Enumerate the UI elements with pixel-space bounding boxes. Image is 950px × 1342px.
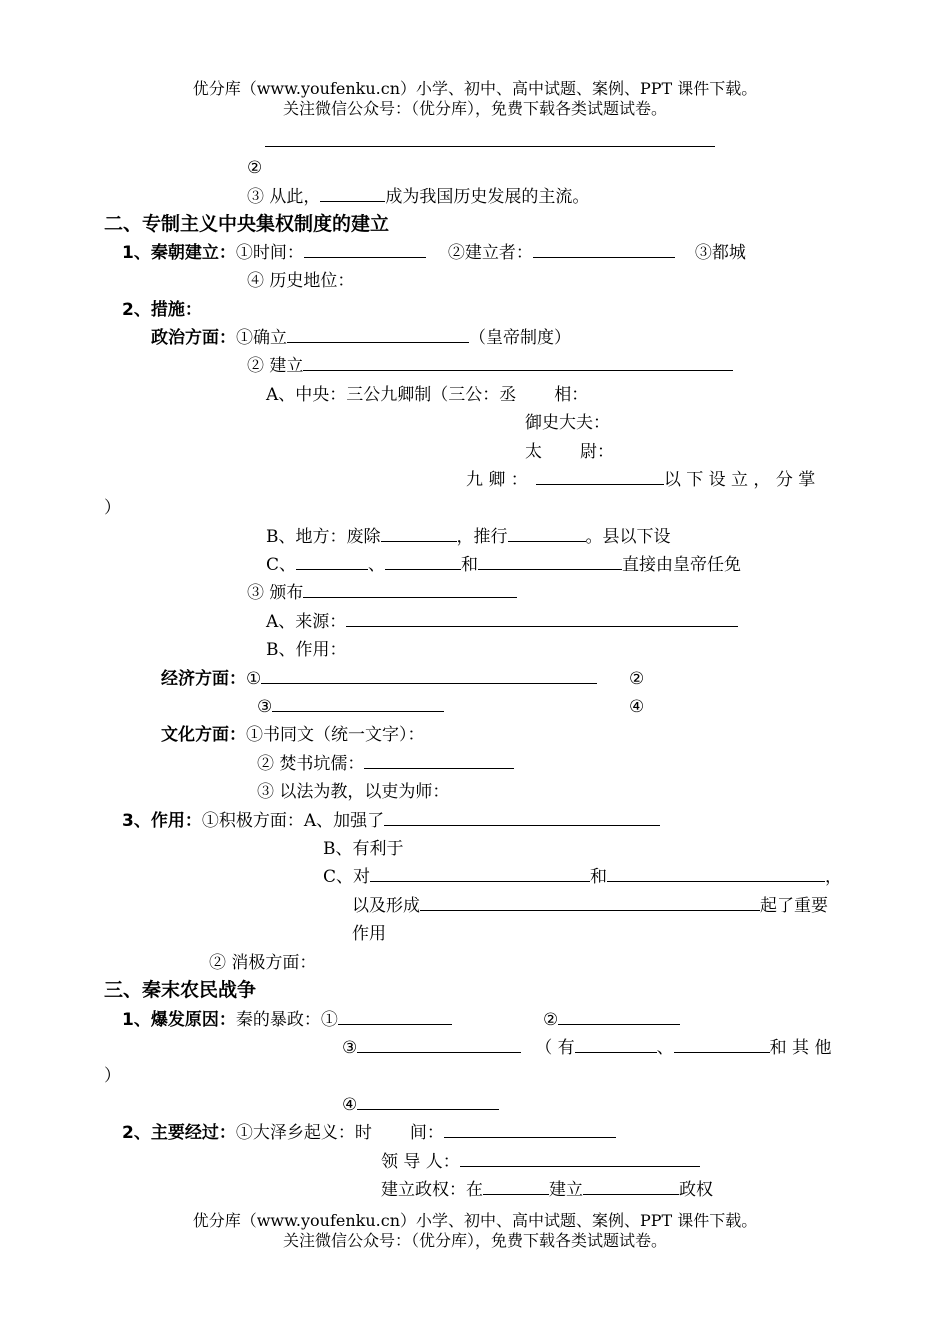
blank	[370, 865, 590, 882]
qin-time-label: ①时间：	[235, 243, 304, 263]
law-text: ③ 颁布	[247, 583, 304, 603]
blank	[304, 241, 426, 258]
dazexiang-text: ①大泽乡起义：时	[235, 1123, 372, 1143]
blank	[674, 1036, 770, 1053]
measures-label: 2、措施：	[122, 300, 202, 320]
blank	[320, 185, 385, 202]
cause-2: ②	[543, 1010, 559, 1030]
section-3-title: 三、秦末农民战争	[104, 979, 257, 1001]
culture-1: ①书同文（统一文字）：	[246, 725, 425, 745]
blank	[607, 865, 825, 882]
blank	[420, 894, 760, 911]
effect-label: 3、作用：	[122, 811, 202, 831]
economy-4: ④	[629, 697, 645, 717]
qin-status-row: ④ 历史地位：	[247, 271, 355, 291]
regime-row	[381, 1178, 713, 1202]
blank	[338, 1008, 452, 1025]
culture-2: ② 焚书坑儒：	[257, 754, 365, 774]
jiuqing-row	[466, 468, 815, 492]
footer-line-1: 优分库（www.youfenku.cn）小学、初中、高中试题、案例、PPT 课件下载。	[192, 1211, 758, 1230]
law-source-row	[266, 610, 738, 634]
positive-c-text-a: C、对	[323, 867, 371, 887]
law-source-text: A、来源：	[266, 612, 347, 632]
official-row	[266, 553, 741, 577]
qin-founder-label: ②建立者：	[447, 243, 533, 263]
blank	[533, 241, 675, 258]
regime-text-b: 建立	[549, 1180, 583, 1200]
political-row-2	[247, 354, 733, 378]
blank	[483, 1178, 549, 1195]
official-text-c: 和	[461, 555, 479, 575]
paren-close: ）	[104, 498, 121, 518]
footer-line-2: 关注微信公众号：（优分库），免费下载各类试题试卷。	[282, 1231, 667, 1250]
local-text-b: ，推行	[456, 527, 508, 547]
cause-4: ④	[342, 1095, 358, 1115]
wei-text: 尉：	[580, 442, 614, 462]
economy-row-2	[257, 695, 444, 719]
cheng-text: 丞	[499, 385, 517, 405]
law-use-row: B、作用：	[266, 640, 347, 660]
official-text-d: 直接由皇帝任免	[622, 555, 742, 575]
cause-3: ③	[342, 1038, 358, 1058]
process-label: 2、主要经过：	[122, 1123, 236, 1143]
blank	[384, 809, 660, 826]
cause-3-text-a: （ 有	[535, 1038, 575, 1058]
cause-row-1	[122, 1008, 452, 1032]
positive-d-row	[352, 894, 828, 918]
qin-capital-label: ③都城	[694, 243, 746, 263]
culture-row-1	[161, 723, 425, 747]
official-text-a: C、	[266, 555, 297, 575]
blank	[508, 525, 586, 542]
cause-1: 秦的暴政：①	[235, 1010, 338, 1030]
political-row-1	[151, 326, 571, 350]
economy-3: ③	[257, 697, 273, 717]
qin-founding-label: 1、秦朝建立：	[122, 243, 236, 263]
local-text-c: 。县以下设	[585, 527, 671, 547]
header-line-2: 关注微信公众号：（优分库），免费下载各类试题试卷。	[282, 99, 667, 118]
blank	[357, 1093, 499, 1110]
cause-label: 1、爆发原因：	[122, 1010, 236, 1030]
law-row	[247, 581, 517, 605]
blank	[575, 1036, 657, 1053]
qin-founding-row	[122, 241, 746, 265]
local-row	[266, 525, 671, 549]
header-line-1: 优分库（www.youfenku.cn）小学、初中、高中试题、案例、PPT 课件下载。	[192, 79, 758, 98]
positive-b: B、有利于	[323, 839, 404, 859]
blank	[287, 326, 469, 343]
taiwei-row	[525, 440, 614, 464]
blank	[303, 581, 517, 598]
blank	[296, 553, 368, 570]
jiuqing-text-b: 以 下 设 立 ， 分 掌	[663, 470, 816, 490]
answer-line	[265, 146, 715, 147]
positive-d-text-b: 起了重要	[760, 896, 828, 916]
positive-c-row	[323, 865, 842, 889]
official-text-b: 、	[368, 555, 386, 575]
leader-text: 领 导 人：	[381, 1152, 460, 1172]
blank	[381, 525, 457, 542]
culture-row-2	[257, 752, 514, 776]
dazexiang-time: 间：	[409, 1123, 444, 1143]
economy-2: ②	[629, 669, 645, 689]
blank	[460, 1150, 700, 1167]
economy-label: 经济方面：	[161, 669, 246, 689]
blank	[357, 1036, 521, 1053]
cause-4-row	[342, 1093, 499, 1117]
blank	[364, 752, 514, 769]
local-text-a: B、地方：废除	[266, 527, 381, 547]
culture-row-3: ③ 以法为教，以吏为师：	[257, 782, 450, 802]
positive-d-text-a: 以及形成	[352, 896, 420, 916]
blank	[444, 1121, 616, 1138]
section-2-title: 二、专制主义中央集权制度的建立	[104, 213, 390, 235]
tai-text: 太	[525, 442, 542, 462]
blank	[558, 1008, 680, 1025]
blank	[536, 468, 664, 485]
economy-1: ①	[246, 669, 262, 689]
cause-3-text-b: 、	[656, 1038, 674, 1058]
political-1-text-a: ①确立	[236, 328, 287, 348]
positive-e: 作用	[352, 924, 386, 944]
blank	[346, 610, 738, 627]
top-item-2: ②	[247, 158, 263, 178]
positive-c-text-b: 和	[590, 867, 608, 887]
negative-row: ② 消极方面：	[209, 953, 317, 973]
regime-text-a: 建立政权：在	[381, 1180, 483, 1200]
blank	[583, 1178, 679, 1195]
cause-2-row	[543, 1008, 680, 1032]
political-2-text: ② 建立	[247, 356, 304, 376]
paren-close-2: ）	[104, 1066, 121, 1086]
effect-row-1	[122, 809, 660, 833]
jiuqing-text: 九 卿 ：	[466, 470, 528, 490]
blank	[385, 553, 461, 570]
culture-label: 文化方面：	[161, 725, 246, 745]
political-1-text-b: （皇帝制度）	[469, 328, 571, 348]
blank	[272, 695, 444, 712]
process-row-1	[122, 1121, 616, 1145]
political-label: 政治方面：	[151, 328, 236, 348]
regime-text-c: 政权	[679, 1180, 713, 1200]
leader-row	[381, 1150, 700, 1174]
top-item-3-text-b: 成为我国历史发展的主流。	[385, 187, 590, 207]
central-text: A、中央：三公九卿制（三公：	[266, 385, 500, 405]
positive-c-text-c: ，	[825, 867, 843, 887]
yushi-row: 御史大夫：	[525, 413, 610, 433]
blank	[303, 354, 733, 371]
xiang-text: 相：	[554, 385, 589, 405]
top-item-3-text-a: ③ 从此，	[247, 187, 321, 207]
cause-3-row	[342, 1036, 831, 1060]
central-row	[266, 383, 588, 407]
blank	[261, 667, 597, 684]
positive-a: ①积极方面：A、加强了	[201, 811, 385, 831]
blank	[478, 553, 622, 570]
cause-3-text-c: 和 其 他	[769, 1038, 832, 1058]
top-item-3	[247, 185, 589, 209]
economy-row-1	[161, 667, 597, 691]
